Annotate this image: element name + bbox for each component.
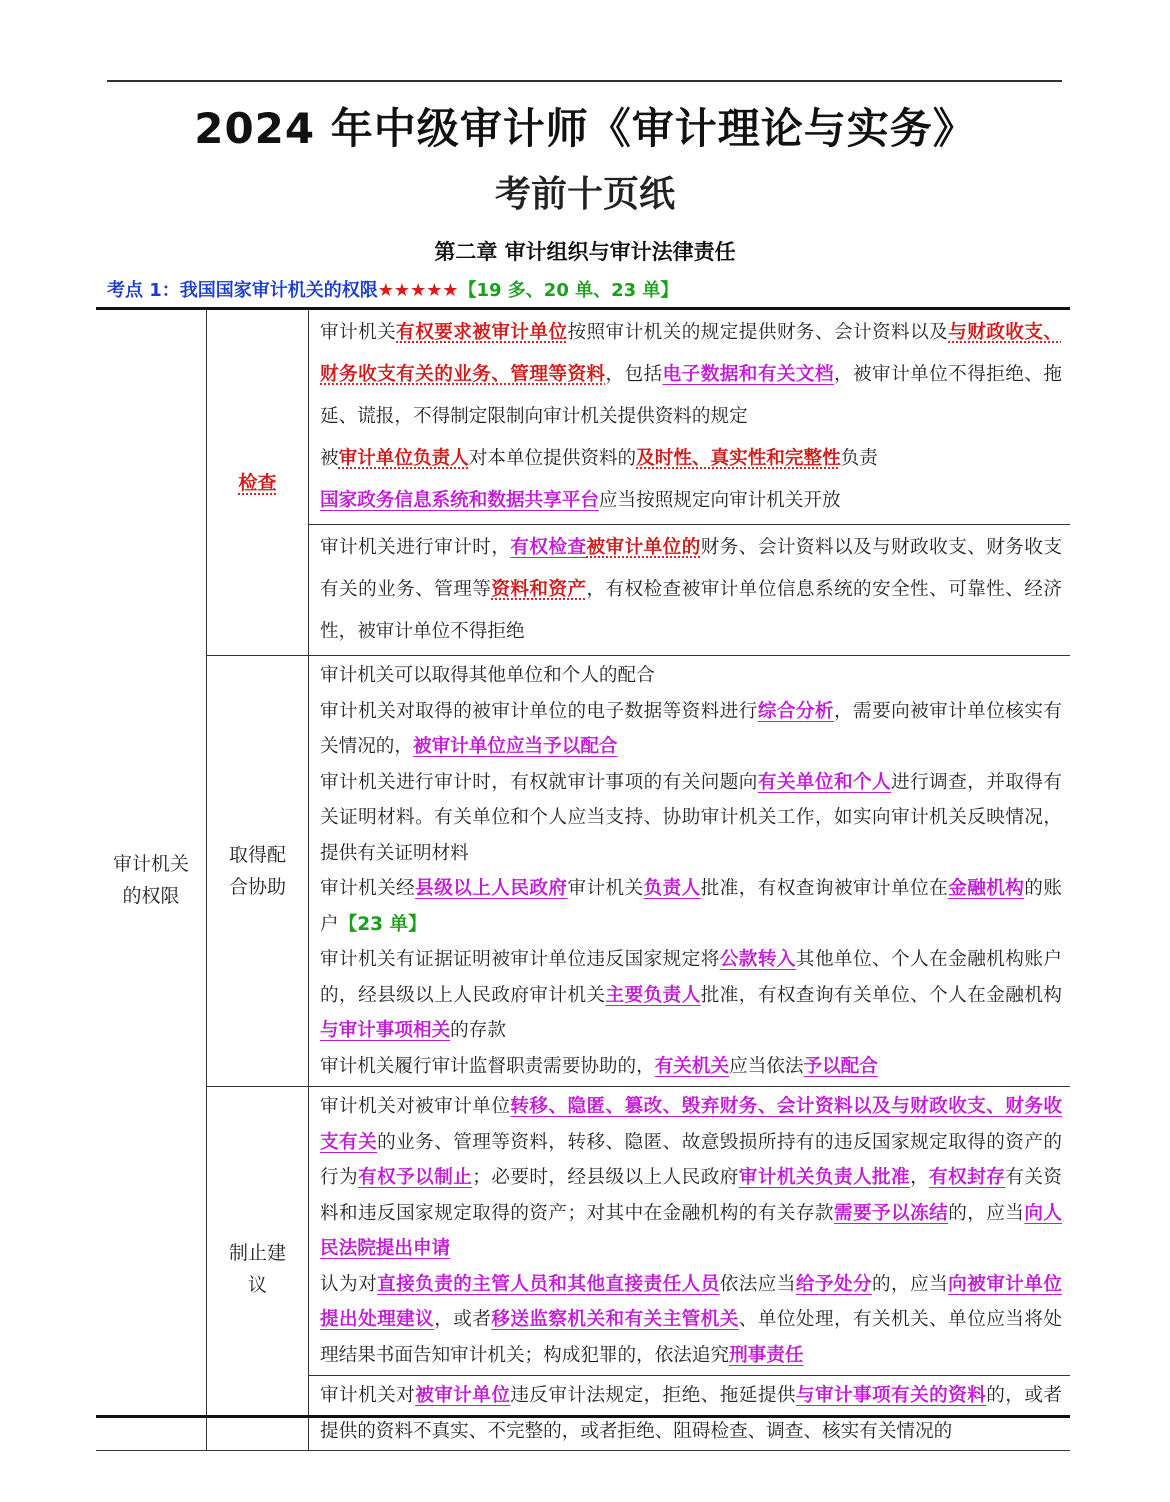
- kaodian-stars: ★★★★★: [377, 280, 459, 301]
- text-run: 、单位处理，有关机关、单位应当将处理结果书面告知审计机关；构成犯罪的，依法追究: [320, 1309, 1062, 1366]
- text-run: 批准，有权查询有关单位、个人在金融机构: [700, 984, 1062, 1006]
- highlight-mag: 县级以上人民政府: [415, 878, 568, 899]
- authority-table: [96, 307, 1070, 1451]
- text-run: 按照审计机关的规定提供财务、会计资料以及: [567, 322, 949, 343]
- text-run: ，: [910, 1167, 930, 1188]
- content-paragraph: [320, 527, 1062, 653]
- section-label-zhizhi: 制止建议: [228, 1241, 286, 1296]
- text-run: 审计机关履行审计监督职责需要协助的，: [320, 1055, 655, 1077]
- content-paragraph: [320, 942, 1062, 1049]
- text-run: 的，应当: [948, 1202, 1025, 1224]
- text-run: 依法应当: [719, 1273, 796, 1295]
- highlight-red: 被审计单位的: [586, 537, 701, 558]
- text-run: 审计机关进行审计时，: [320, 537, 511, 558]
- highlight-mag: 主要负责人: [605, 984, 701, 1006]
- text-run: ，需要向被审计单位核实有关情况的，: [320, 700, 1062, 757]
- highlight-mag: 移送监察机关和有关主管机关: [491, 1309, 739, 1330]
- text-run: ，被审计单位不得拒绝、拖延、谎报，不得制定限制向审计机关提供资料的规定: [320, 364, 1062, 427]
- highlight-mag: 与审计事项有关的资料: [795, 1385, 987, 1406]
- text-run: 审计机关经: [320, 878, 416, 899]
- highlight-mag: 被审计单位应当予以配合: [412, 736, 618, 757]
- content-paragraph: [320, 1378, 1062, 1449]
- highlight-red: 审计单位负责人: [338, 448, 469, 469]
- text-run: ，包括: [605, 364, 663, 385]
- text-run: ，有权检查被审计单位信息系统的安全性、可靠性、经济性，被审计单位不得拒绝: [320, 579, 1062, 642]
- text-run: 审计机关对: [320, 1385, 416, 1406]
- content-paragraph: [320, 438, 1062, 480]
- content-block: [309, 525, 1070, 655]
- highlight-red: 与财政收支、财务收支有关的业务、管理等资料: [320, 322, 1062, 385]
- text-run: 的，或者提供的资料不真实、不完整的，或者拒绝、阻碍检查、调查、核实有关情况的: [320, 1385, 1062, 1442]
- kaodian-label: 考点 1：我国国家审计机关的权限: [107, 280, 378, 301]
- text-run: 审计机关有证据证明被审计单位违反国家规定将: [320, 949, 720, 970]
- content-block: [309, 310, 1070, 524]
- content-cell: [309, 309, 1071, 525]
- section-label-jiancha: 检查: [238, 471, 277, 494]
- highlight-mag: 向人民法院提出申请: [320, 1202, 1062, 1259]
- highlight-mag: 有关机关: [654, 1055, 730, 1077]
- content-paragraph: [320, 312, 1062, 438]
- text-run: ；必要时，经县级以上人民政府: [472, 1167, 739, 1188]
- category-cell: [96, 309, 207, 1451]
- highlight-mag: 国家政务信息系统和数据共享平台: [320, 490, 599, 511]
- highlight-grn: 【23 单】: [338, 913, 427, 935]
- text-run: 对本单位提供资料的: [468, 448, 637, 469]
- section-cell-jiancha: [207, 309, 309, 656]
- text-run: 审计机关: [567, 878, 644, 899]
- highlight-mag: 有权予以制止: [358, 1167, 473, 1188]
- text-run: 其他单位、个人在金融机构账户的，经县级以上人民政府审计机关: [320, 949, 1062, 1006]
- highlight-mag: 公款转入: [719, 949, 796, 970]
- document-title: 2024 年中级审计师《审计理论与实务》: [194, 104, 976, 153]
- section-cell-zhizhi: [207, 1087, 309, 1451]
- content-cell: [309, 525, 1071, 656]
- content-paragraph: [320, 765, 1062, 872]
- text-run: 的业务、管理等资料，转移、隐匿、故意毁损所持有的违反国家规定取得的资产的行为: [320, 1131, 1062, 1188]
- text-run: 的账户: [320, 878, 1062, 935]
- highlight-mag: 转移、隐匿、篡改、毁弃财务、会计资料以及与财政收支、财务收支有关: [320, 1096, 1062, 1153]
- text-run: 违反审计法规定，拒绝、拖延提供: [510, 1385, 796, 1406]
- section-label-peihe: 取得配合协助: [228, 844, 286, 898]
- highlight-mag: 向被审计单位提出处理建议: [320, 1273, 1062, 1330]
- text-run: ，或者: [434, 1309, 492, 1330]
- content-paragraph: [320, 694, 1062, 765]
- text-run: 应当按照规定向审计机关开放: [598, 490, 841, 511]
- content-cell: [309, 1376, 1071, 1451]
- text-run: 负责: [840, 448, 878, 469]
- text-run: 有关资料和违反国家规定取得的资产；对其中在金融机构的有关存款: [320, 1167, 1062, 1224]
- document-subtitle: 考前十页纸: [494, 174, 675, 215]
- text-run: 审计机关对被审计单位: [320, 1096, 511, 1117]
- content-paragraph: [320, 1267, 1062, 1374]
- highlight-mag: 综合分析: [757, 700, 834, 722]
- text-run: 审计机关对取得的被审计单位的电子数据等资料进行: [320, 700, 758, 722]
- highlight-mag: 审计机关负责人批准: [738, 1167, 911, 1188]
- highlight-mag: 负责人: [643, 878, 701, 899]
- content-cell: [309, 1087, 1071, 1376]
- content-block: [309, 1087, 1070, 1375]
- highlight-mag: 刑事责任: [729, 1344, 804, 1366]
- highlight-mag: 给予处分: [795, 1273, 873, 1295]
- highlight-red: 资料和资产: [491, 579, 587, 600]
- content-cell: [309, 656, 1071, 1087]
- highlight-mag: 予以配合: [803, 1055, 878, 1077]
- text-run: 批准，有权查询被审计单位在: [700, 878, 949, 899]
- content-block: [309, 656, 1070, 1086]
- highlight-mag: 有权检查: [510, 537, 587, 558]
- text-run: 财务、会计资料以及与财政收支、财务收支有关的业务、管理等: [320, 537, 1062, 600]
- chapter-heading: 第二章 审计组织与审计法律责任: [434, 240, 736, 264]
- text-run: 认为对: [320, 1273, 378, 1295]
- content-block: [309, 1376, 1070, 1450]
- category-label: 审计机关的权限: [112, 853, 189, 907]
- highlight-mag: 被审计单位: [415, 1385, 511, 1406]
- top-rule: [107, 80, 1062, 82]
- content-paragraph: [320, 1049, 1062, 1085]
- kaodian-heading: [107, 276, 678, 302]
- text-run: 进行调查，并取得有关证明材料。有关单位和个人应当支持、协助审计机关工作，如实向审计机关反映情况，提供有关证明材料: [320, 771, 1062, 864]
- text-run: 审计机关可以取得其他单位和个人的配合: [320, 665, 655, 686]
- highlight-mag: 金融机构: [948, 878, 1025, 899]
- highlight-mag: 有关单位和个人: [757, 771, 892, 793]
- highlight-mag: 与审计事项相关: [320, 1020, 451, 1041]
- text-run: 审计机关: [320, 322, 397, 343]
- content-paragraph: [320, 658, 1062, 694]
- content-paragraph: [320, 1089, 1062, 1267]
- section-cell-peihe: [207, 656, 309, 1087]
- content-paragraph: [320, 871, 1062, 942]
- bottom-rule: [96, 1415, 1070, 1418]
- highlight-mag: 有权封存: [929, 1167, 1006, 1188]
- text-run: 的存款: [450, 1020, 506, 1041]
- kaodian-exam-tag: 【19 多、20 单、23 单】: [458, 280, 679, 301]
- text-run: 应当依法: [729, 1055, 804, 1077]
- highlight-mag: 需要予以冻结: [833, 1202, 949, 1224]
- text-run: 被: [320, 448, 339, 469]
- content-paragraph: [320, 480, 1062, 522]
- text-run: 审计机关进行审计时，有权就审计事项的有关问题向: [320, 771, 758, 793]
- highlight-red: 有权要求被审计单位: [396, 322, 568, 343]
- highlight-mag: 直接负责的主管人员和其他直接责任人员: [377, 1273, 720, 1295]
- text-run: 的，应当: [872, 1273, 949, 1295]
- highlight-red: 及时性、真实性和完整性: [636, 448, 841, 469]
- highlight-mag: 电子数据和有关文档: [662, 364, 834, 385]
